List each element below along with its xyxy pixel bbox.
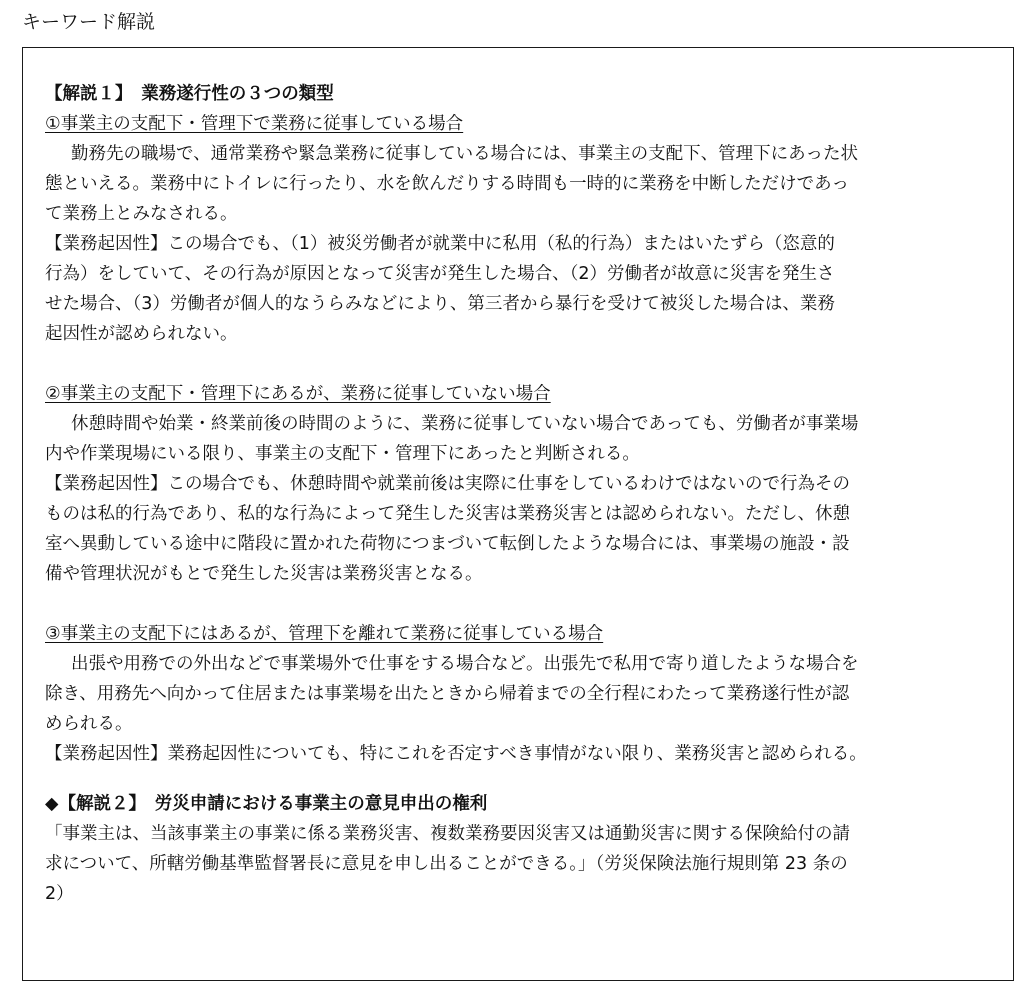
document-body [45, 79, 1005, 909]
case1-cause-line: せた場合、（3）労働者が個人的なうらみなどにより、第三者から暴行を受けて被災した場合は、業務 [45, 294, 835, 314]
spacer [45, 769, 1005, 789]
case2-cause-line: 備や管理状況がもとで発生した災害は業務災害となる。 [45, 564, 483, 584]
case2-cause-line: 室へ異動している途中に階段に置かれた荷物につまづいて転倒したような場合には、事業場の施設・設 [45, 534, 850, 554]
case2-line: 休憩時間や始業・終業前後の時間のように、業務に従事していない場合であっても、労働者が事業場 [71, 414, 859, 434]
case3-line: 出張や用務での外出などで事業場外で仕事をする場合など。出張先で私用で寄り道したような場合を [71, 654, 859, 674]
case2-subtitle: ②事業主の支配下・管理下にあるが、業務に従事していない場合 [45, 384, 551, 404]
section2-line: 求について、所轄労働基準監督署長に意見を申し出ることができる。」（労災保険法施行規則第 23 条の [45, 854, 848, 874]
case1-cause-line: 起因性が認められない。 [45, 324, 238, 344]
case1-subtitle: ①事業主の支配下・管理下で業務に従事している場合 [45, 114, 464, 134]
section2-line: 2） [45, 884, 74, 904]
case2-cause-line: 【業務起因性】この場合でも、休憩時間や就業前後は実際に仕事をしているわけではないので行為その [45, 474, 850, 494]
section1-title: 【解説１】 業務遂行性の３つの類型 [45, 84, 334, 104]
case3-subtitle: ③事業主の支配下にはあるが、管理下を離れて業務に従事している場合 [45, 624, 604, 644]
section2-line: 「事業主は、当該事業主の事業に係る業務災害、複数業務要因災害又は通勤災害に関する保険給付の請 [45, 824, 850, 844]
case1-line: て業務上とみなされる。 [45, 204, 238, 224]
case3-line: められる。 [45, 714, 133, 734]
case1-line: 態といえる。業務中にトイレに行ったり、水を飲んだりする時間も一時的に業務を中断しただけであっ [45, 174, 849, 194]
case2-cause-line: ものは私的行為であり、私的な行為によって発生した災害は業務災害とは認められない。ただし、休憩 [45, 504, 850, 524]
case2-line: 内や作業現場にいる限り、事業主の支配下・管理下にあったと判断される。 [45, 444, 640, 464]
spacer [45, 349, 1005, 379]
case1-cause-line: 行為）をしていて、その行為が原因となって災害が発生した場合、（2）労働者が故意に災害を発生さ [45, 264, 835, 284]
spacer [45, 589, 1005, 619]
page-heading: キーワード解説 [22, 11, 156, 33]
case1-cause-line: 【業務起因性】この場合でも、（1）被災労働者が就業中に私用（私的行為）またはいたずら（恣意的 [45, 234, 835, 254]
case3-cause-line: 【業務起因性】業務起因性についても、特にこれを否定すべき事情がない限り、業務災害と認められる。 [45, 744, 867, 764]
case3-line: 除き、用務先へ向かって住居または事業場を出たときから帰着までの全行程にわたって業務遂行性が認 [45, 684, 850, 704]
section2-title: ◆【解説２】 労災申請における事業主の意見申出の権利 [45, 794, 488, 814]
case1-line: 勤務先の職場で、通常業務や緊急業務に従事している場合には、事業主の支配下、管理下にあった状 [71, 144, 858, 164]
